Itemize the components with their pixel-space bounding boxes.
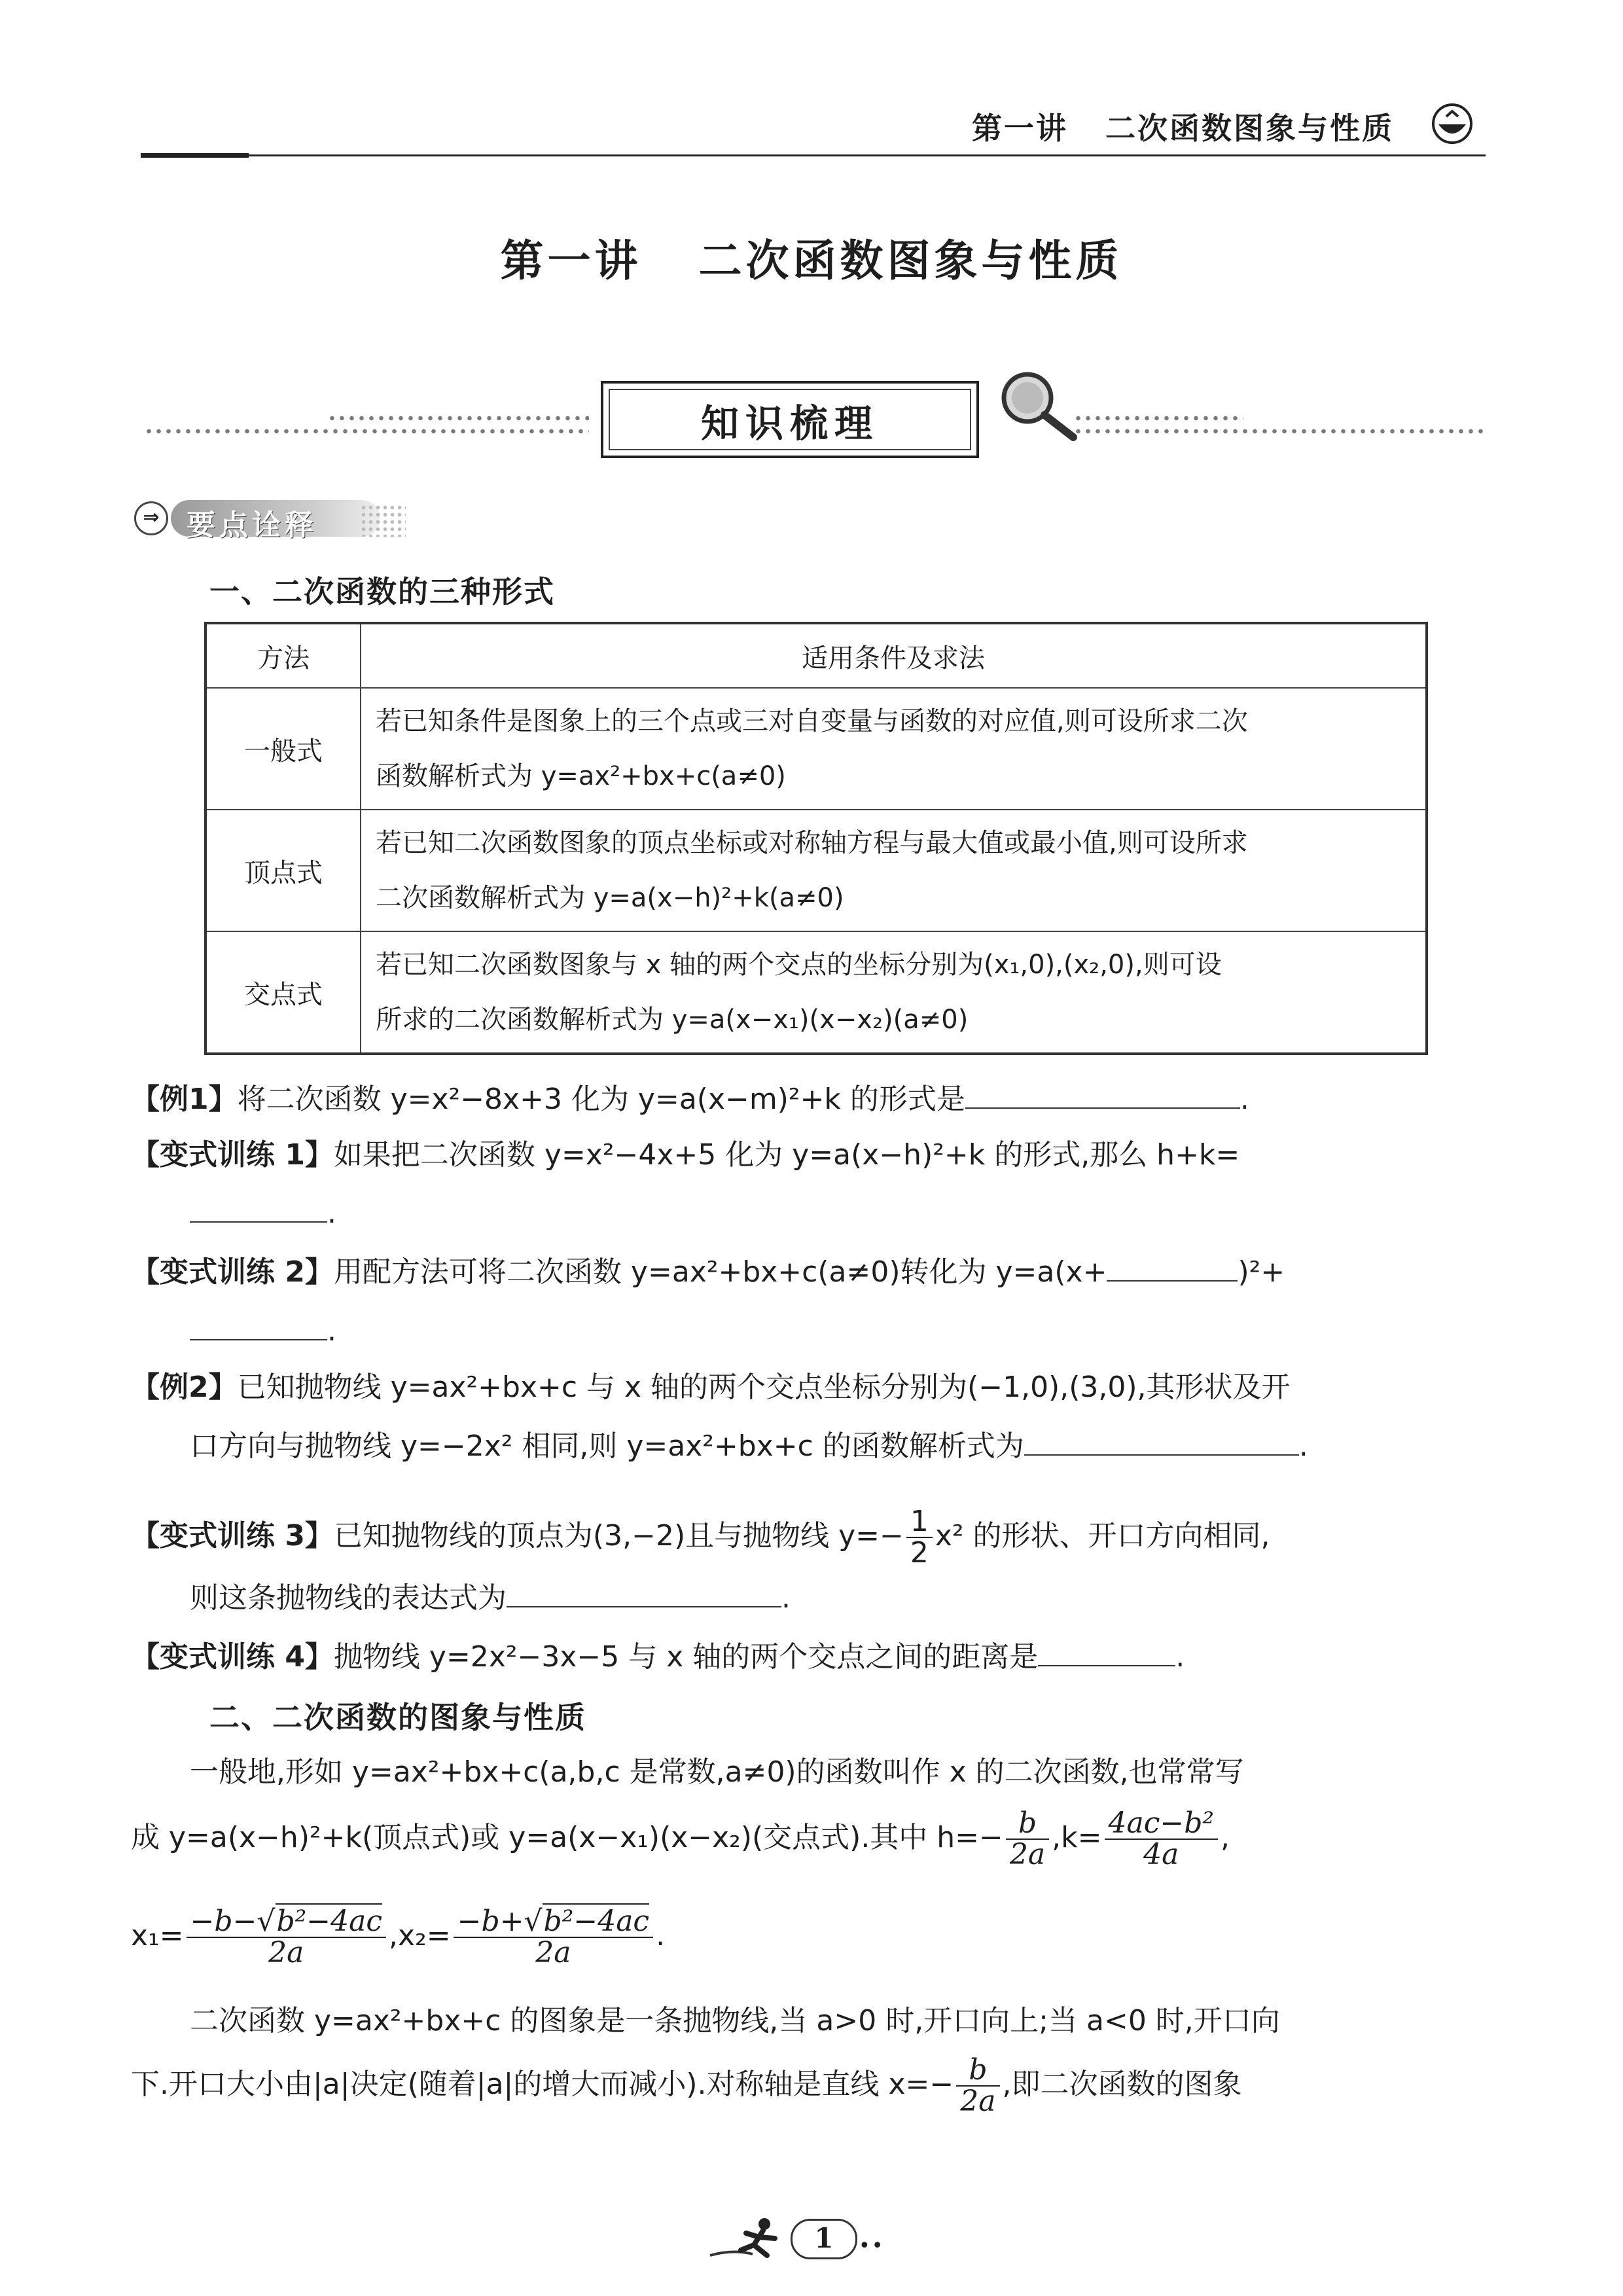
table-cell-desc: 若已知二次函数图象的顶点坐标或对称轴方程与最大值或最小值,则可设所求 二次函数解析式为 y=a(x−h)²+k(a≠0) [361,810,1427,931]
tag-text: 要点诠释 [187,509,317,542]
paragraph-1-text: 成 y=a(x−h)²+k(顶点式)或 y=a(x−x₁)(x−x₂)(交点式).其中 h=− [131,1821,1003,1854]
fraction-h [1006,1808,1049,1870]
key-points-tag [134,496,409,542]
variant-2-line-2: . [190,1310,336,1351]
footer-dots: •• [859,2234,885,2257]
fraction-denominator: 2a [960,2085,996,2118]
magnifier-icon [995,367,1086,445]
formula-end: . [656,1919,666,1952]
page-number: 1 [791,2219,857,2259]
root-formula-line [131,1897,665,1975]
k-label: ,k= [1052,1821,1102,1854]
fraction-axis [956,2055,999,2117]
banner-dots-left-upper [327,414,589,423]
fraction-k [1105,1808,1219,1870]
banner-dots-right [1073,427,1486,436]
table-cell-desc: 若已知二次函数图象与 x 轴的两个交点的坐标分别为(x₁,0),(x₂,0),则可设 所求的二次函数解析式为 y=a(x−x₁)(x−x₂)(a≠0) [361,931,1427,1054]
example-2 [131,1368,1291,1407]
variant-2-label: 【变式训练 2】 [131,1255,334,1289]
variant-2-text: 用配方法可将二次函数 y=ax²+bx+c(a≠0)转化为 y=a(x+ [333,1255,1107,1289]
running-title: 第一讲 二次函数图象与性质 [971,111,1394,146]
answer-blank[interactable] [190,1193,327,1223]
runner-icon [707,2215,792,2267]
paragraph-1-line-2 [131,1799,1230,1877]
variant-4: 【变式训练 4】抛物线 y=2x²−3x−5 与 x 轴的两个交点之间的距离是 . [131,1636,1185,1677]
banner-box [601,381,979,458]
variant-3 [131,1500,1270,1572]
table-row [205,810,1427,931]
fraction-x2 [454,1904,654,1969]
fraction-numerator: 4ac−b² [1105,1808,1219,1840]
answer-blank[interactable] [1038,1636,1175,1666]
example-1-label: 【例1】 [131,1083,238,1116]
fraction-denominator: 4a [1143,1838,1179,1871]
table-header-method: 方法 [205,623,361,688]
table-cell-method: 顶点式 [205,810,361,931]
paragraph-1-line-1: 一般地,形如 y=ax²+bx+c(a,b,c 是常数,a≠0)的函数叫作 x 的二次函数,也常常写 [190,1755,1244,1789]
fraction-numerator: b [956,2055,999,2087]
paragraph-1-end: , [1221,1821,1230,1854]
fraction-numerator: 1 [906,1507,933,1538]
example-2-text-2: 口方向与抛物线 y=−2x² 相同,则 y=ax²+bx+c 的函数解析式为 [190,1429,1024,1463]
x1-root-text: b²−4ac [276,1904,383,1938]
variant-1-text: 如果把二次函数 y=x²−4x+5 化为 y=a(x−h)²+k 的形式,那么 h+k= [333,1138,1240,1172]
table-cell-method: 交点式 [205,931,361,1054]
answer-blank[interactable] [190,1310,327,1340]
section-banner [144,367,1486,465]
paragraph-2-line-2 [131,2045,1242,2124]
section2-heading: 二、二次函数的图象与性质 [209,1700,586,1735]
banner-dots-right-upper [1073,414,1243,423]
fraction-one-half [906,1504,933,1570]
variant-1-line-2: . [190,1193,336,1233]
fraction-x1 [187,1904,387,1969]
section1-heading: 一、二次函数的三种形式 [209,574,555,609]
running-header [141,98,1486,157]
paragraph-2-text: 下.开口大小由|a|决定(随着|a|的增大而减小).对称轴是直线 x=− [131,2068,954,2101]
table-row [205,931,1427,1054]
variant-4-label: 【变式训练 4】 [131,1640,334,1674]
paragraph-2-line-1: 二次函数 y=ax²+bx+c 的图象是一条抛物线,当 a>0 时,开口向上;当 a<0 时,开口向 [190,2004,1280,2037]
variant-3-label: 【变式训练 3】 [131,1519,334,1552]
banner-title: 知识梳理 [700,401,879,446]
fraction-numerator: −b+√b²−4ac [454,1907,654,1938]
variant-3-text: 已知抛物线的顶点为(3,−2)且与抛物线 y=− [333,1519,904,1552]
x2-root-text: b²−4ac [543,1904,650,1938]
table-cell-desc: 若已知条件是图象上的三个点或三对自变量与函数的对应值,则可设所求二次 函数解析式为 y=ax²+bx+c(a≠0) [361,688,1427,810]
table-row [205,688,1427,810]
table-cell-method: 一般式 [205,688,361,810]
variant-2 [131,1251,1285,1292]
paragraph-2-end: ,即二次函数的图象 [1002,2068,1242,2101]
header-rule-accent [141,153,249,158]
table-header-condition: 适用条件及求法 [361,623,1427,688]
x2-numerator-text: −b+ [457,1904,524,1938]
fraction-numerator: b [1006,1808,1049,1840]
fraction-denominator: 2 [910,1536,929,1570]
x2-label: ,x₂= [389,1919,451,1952]
variant-3-text-2: 则这条抛物线的表达式为 [190,1581,507,1615]
variant-3-text-after: x² 的形状、开口方向相同, [935,1519,1270,1552]
answer-blank[interactable] [507,1577,781,1607]
page-footer [694,2212,942,2271]
tag-dots [360,504,406,537]
forms-table [204,622,1428,1055]
example-2-line-2: 口方向与抛物线 y=−2x² 相同,则 y=ax²+bx+c 的函数解析式为 . [190,1426,1308,1466]
fraction-denominator: 2a [535,1936,571,1969]
example-2-text: 已知抛物线 y=ax²+bx+c 与 x 轴的两个交点坐标分别为(−1,0),(3,0),其形状及开 [237,1371,1291,1404]
variant-1 [131,1136,1240,1175]
header-rule [141,154,1486,156]
x1-numerator-text: −b− [190,1904,257,1938]
fraction-denominator: 2a [1009,1838,1046,1871]
banner-dots-left [144,427,589,436]
page-title: 第一讲 二次函数图象与性质 [500,236,1123,286]
variant-3-line-2: 则这条抛物线的表达式为 . [190,1577,791,1618]
fraction-numerator: −b−√b²−4ac [187,1907,387,1938]
example-1-text: 将二次函数 y=x²−8x+3 化为 y=a(x−m)²+k 的形式是 [237,1083,965,1116]
x1-label: x₁= [131,1919,184,1952]
smiley-icon [1431,102,1474,145]
answer-blank[interactable] [1024,1426,1299,1456]
table-header-row [205,623,1427,688]
variant-4-text: 抛物线 y=2x²−3x−5 与 x 轴的两个交点之间的距离是 [333,1640,1039,1674]
arrow-icon: ⇒ [134,501,168,535]
example-1: 【例1】将二次函数 y=x²−8x+3 化为 y=a(x−m)²+k 的形式是 . [131,1079,1249,1119]
variant-1-label: 【变式训练 1】 [131,1138,334,1172]
variant-2-text-after: )²+ [1238,1255,1285,1289]
answer-blank[interactable] [1107,1251,1238,1282]
example-2-label: 【例2】 [131,1371,238,1404]
answer-blank[interactable] [965,1079,1240,1109]
fraction-denominator: 2a [268,1936,304,1969]
